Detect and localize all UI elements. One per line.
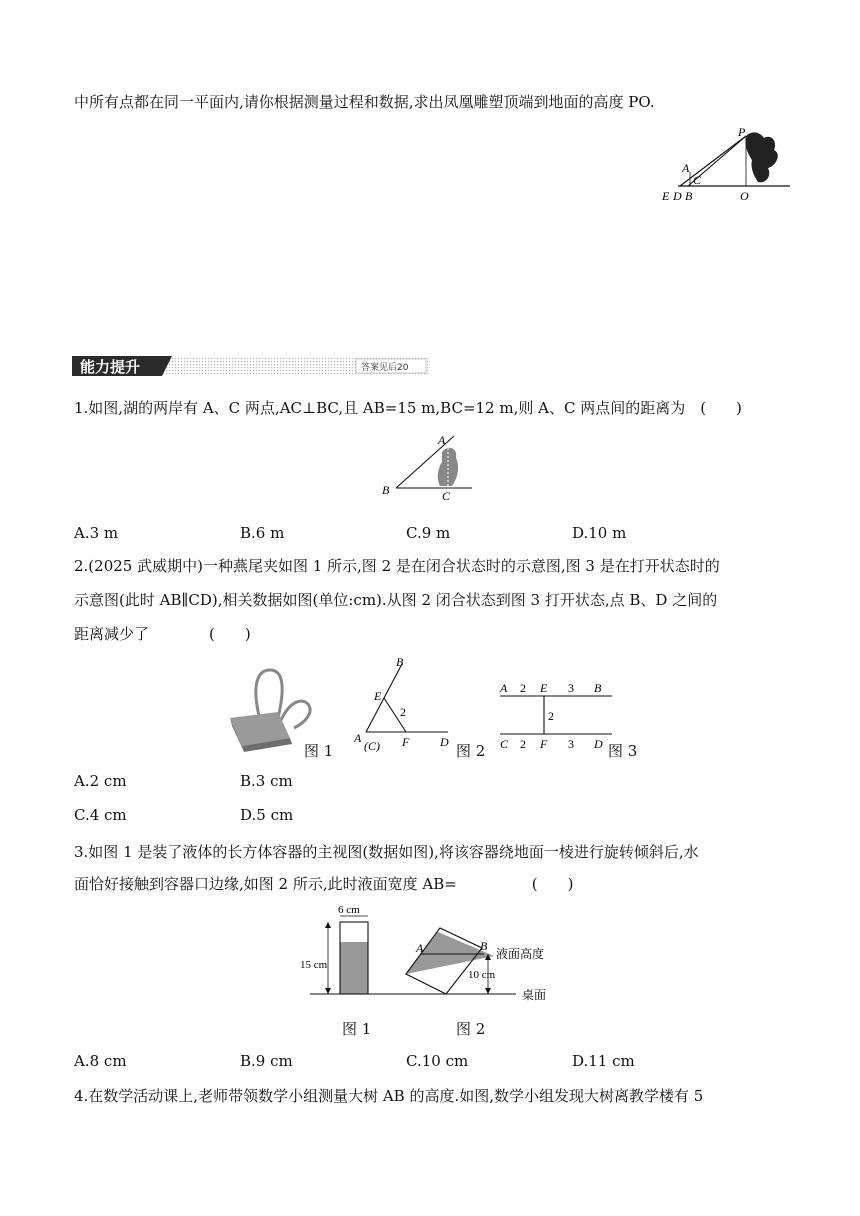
- answer-note: 答案见后20: [361, 363, 409, 373]
- fig3-label-3a: 3: [568, 681, 574, 695]
- q4-stem: 4.在数学活动课上,老师带领数学小组测量大树 AB 的高度.如图,数学小组发现大树离教学楼有 5: [74, 1087, 704, 1105]
- container-figure: [298, 902, 568, 1006]
- closed-state-figure: [350, 654, 460, 752]
- phoenix-measure-figure: [660, 124, 800, 206]
- banner-title: 能力提升: [80, 358, 141, 376]
- fig2-label-C: (C): [364, 739, 380, 752]
- fig1-label-C: C: [442, 489, 451, 503]
- depth-label: 10 cm: [468, 969, 496, 981]
- q2-stem-line3: 距离减少了 ( ): [74, 625, 251, 643]
- fig1-label-B: B: [382, 483, 390, 497]
- fig3-label-2mid: 2: [548, 709, 554, 723]
- fig3-label-E: E: [540, 681, 548, 695]
- q3-option-d[interactable]: D.11 cm: [572, 1052, 635, 1070]
- fig3-label-2b: 2: [520, 737, 526, 751]
- fig0-label-O: O: [740, 189, 749, 203]
- q1-option-d[interactable]: D.10 m: [572, 524, 627, 542]
- q1-option-b[interactable]: B.6 m: [240, 524, 285, 542]
- q3-fig2-caption: 图 2: [456, 1020, 486, 1038]
- fig2-label-F: F: [402, 735, 410, 749]
- fig0-label-D: D: [673, 189, 682, 203]
- container-height-label: 15 cm: [300, 959, 328, 971]
- fig0-label-B: B: [685, 189, 693, 203]
- fig0-label-P: P: [738, 125, 746, 139]
- intro-text: 中所有点都在同一平面内,请你根据测量过程和数据,求出凤凰雕塑顶端到地面的高度 PO.: [74, 93, 655, 111]
- q2-stem-line1: 2.(2025 武威期中)一种燕尾夹如图 1 所示,图 2 是在闭合状态时的示意图,图 3 是在打开状态时的: [74, 557, 720, 575]
- fig2-label-D: D: [440, 735, 449, 749]
- q3-option-c[interactable]: C.10 cm: [406, 1052, 469, 1070]
- q2-option-b[interactable]: B.3 cm: [240, 772, 293, 790]
- section-banner: [72, 354, 430, 378]
- fig-ab-label-A: A: [416, 941, 424, 955]
- fig2-label-2: 2: [400, 705, 406, 719]
- fig3-label-3b: 3: [568, 737, 574, 751]
- q3-option-a[interactable]: A.8 cm: [74, 1052, 127, 1070]
- q1-option-a[interactable]: A.3 m: [74, 524, 119, 542]
- fig3-label-2a: 2: [520, 681, 526, 695]
- q2-fig3-caption: 图 3: [608, 742, 638, 760]
- fig1-label-A: A: [438, 433, 446, 447]
- open-state-figure: [496, 676, 616, 754]
- fig0-label-C: C: [693, 173, 702, 187]
- q2-stem-line2: 示意图(此时 AB∥CD),相关数据如图(单位:cm).从图 2 闭合状态到图 3 打开状态,点 B、D 之间的: [74, 591, 718, 609]
- fig3-label-A: A: [500, 681, 508, 695]
- q2-option-c[interactable]: C.4 cm: [74, 806, 127, 824]
- fig2-label-A: A: [354, 731, 362, 745]
- q1-stem: 1.如图,湖的两岸有 A、C 两点,AC⊥BC,且 AB=15 m,BC=12 m,则 A、C 两点间的距离为 ( ): [74, 399, 742, 417]
- fig3-label-C: C: [500, 737, 509, 751]
- q3-stem-line2: 面恰好接触到容器口边缘,如图 2 所示,此时液面宽度 AB= ( ): [74, 875, 574, 893]
- fig0-label-E: E: [662, 189, 670, 203]
- fig2-label-B: B: [396, 655, 404, 669]
- fig2-label-E: E: [374, 689, 382, 703]
- fig3-label-B: B: [594, 681, 602, 695]
- table-label: 桌面: [522, 988, 547, 1002]
- q3-option-b[interactable]: B.9 cm: [240, 1052, 293, 1070]
- fig-ab-label-B: B: [480, 939, 488, 953]
- lake-figure: [378, 432, 478, 504]
- q2-fig2-caption: 图 2: [456, 742, 486, 760]
- q3-fig1-caption: 图 1: [342, 1020, 372, 1038]
- fig3-label-D: D: [594, 737, 603, 751]
- q3-stem-line1: 3.如图 1 是装了液体的长方体容器的主视图(数据如图),将该容器绕地面一棱进行旋转倾斜后,水: [74, 843, 699, 861]
- liquid-height-label: 液面高度: [496, 947, 545, 961]
- q2-option-a[interactable]: A.2 cm: [74, 772, 127, 790]
- q1-option-c[interactable]: C.9 m: [406, 524, 451, 542]
- fig3-label-F: F: [540, 737, 548, 751]
- container-width-label: 6 cm: [338, 904, 360, 916]
- fig0-label-A: A: [682, 161, 690, 175]
- q2-fig1-caption: 图 1: [304, 742, 334, 760]
- q2-option-d[interactable]: D.5 cm: [240, 806, 294, 824]
